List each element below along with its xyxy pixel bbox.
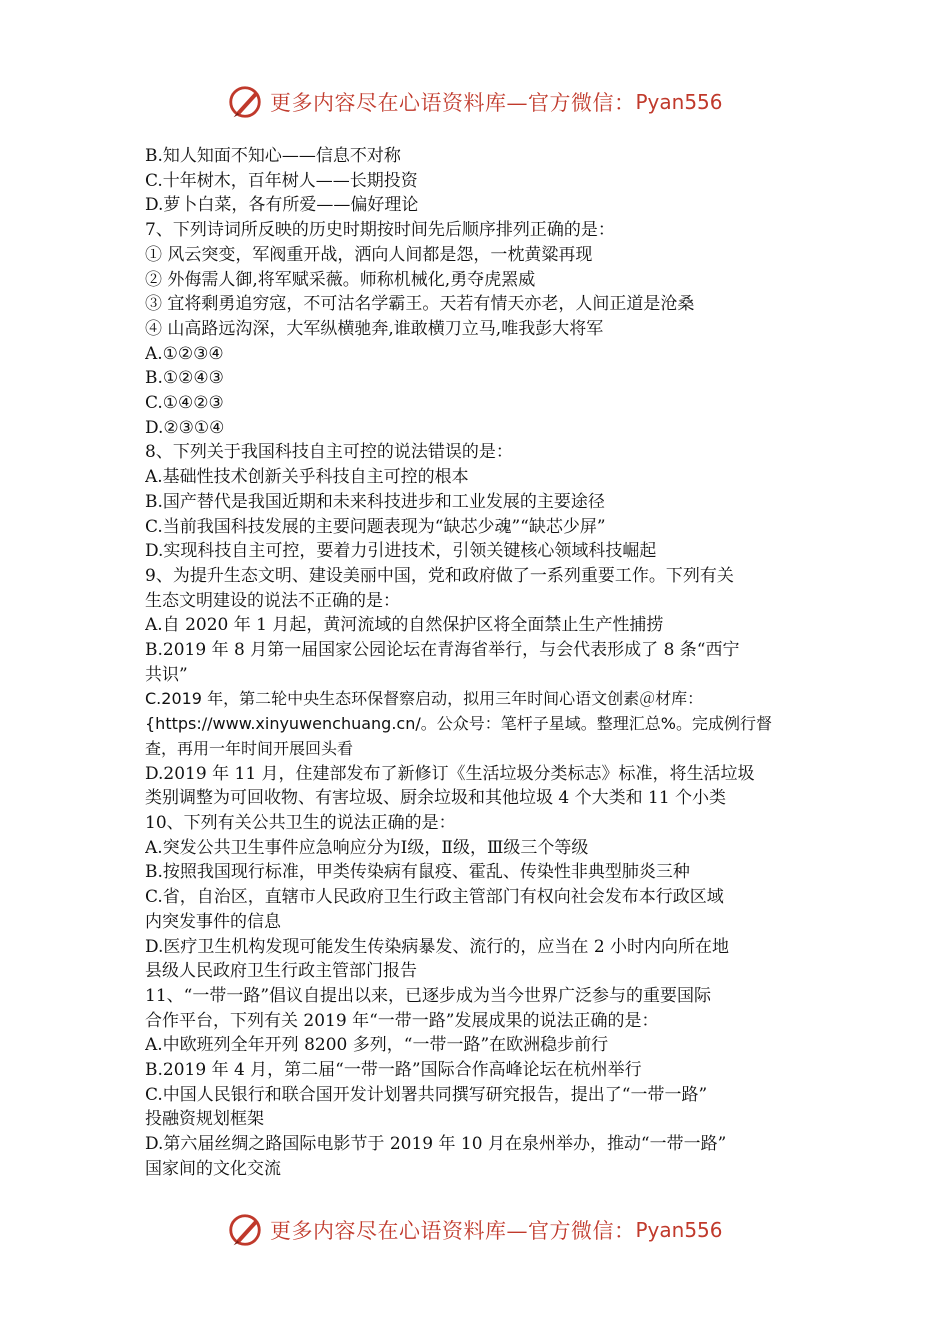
- text-line: B.①②④③: [145, 368, 224, 389]
- text-line: A.①②③④: [145, 343, 224, 364]
- text-line: D.2019 年 11 月，住建部发布了新修订《生活垃圾分类标志》标准，将生活垃圾: [145, 763, 755, 784]
- text-line: B.知人知面不知心——信息不对称: [145, 146, 401, 166]
- text-line: {https://www.xinyuwenchuang.cn/。公众号：笔杆子星域。整理汇总%。完成例行督: [145, 714, 772, 734]
- text-line: B.按照我国现行标准，甲类传染病有鼠疫、霍乱、传染性非典型肺炎三种: [145, 862, 690, 883]
- text-line: 内突发事件的信息: [145, 911, 281, 932]
- text-line: D.医疗卫生机构发现可能发生传染病暴发、流行的，应当在 2 小时内向所在地: [145, 936, 730, 957]
- watermark-wechat-id: Pyan556: [635, 90, 723, 114]
- text-line: A.突发公共卫生事件应急响应分为Ⅰ级，Ⅱ级，Ⅲ级三个等级: [145, 837, 589, 858]
- text-line: B.2019 年 8 月第一届国家公园论坛在青海省举行，与会代表形成了 8 条“西宁: [145, 640, 740, 661]
- text-line: B.2019 年 4 月，第二届“一带一路”国际合作高峰论坛在杭州举行: [145, 1060, 642, 1081]
- question-9: 9、为提升生态文明、建设美丽中国，党和政府做了一系列重要工作。下列有关: [145, 565, 734, 586]
- watermark-text: 更多内容尽在心语资料库—官方微信：: [270, 1219, 636, 1243]
- text-line: C.十年树木，百年树人——长期投资: [145, 170, 418, 191]
- text-line: ① 风云突变，军阀重开战，洒向人间都是怨，一枕黄粱再现: [145, 244, 593, 265]
- text-line: D.实现科技自主可控，要着力引进技术，引领关键核心领域科技崛起: [145, 541, 657, 562]
- question-7: 7、下列诗词所反映的历史时期按时间先后顺序排列正确的是：: [145, 220, 615, 241]
- text-line: C.①④②③: [145, 393, 224, 414]
- watermark-footer: [226, 1208, 723, 1252]
- question-11: 11、“一带一路”倡议自提出以来，已逐步成为当今世界广泛参与的重要国际: [145, 985, 712, 1006]
- text-line: 查，再用一年时间开展回头看: [145, 738, 354, 758]
- text-line: A.中欧班列全年开列 8200 多列，“一带一路”在欧洲稳步前行: [145, 1035, 609, 1056]
- question-8: 8、下列关于我国科技自主可控的说法错误的是：: [145, 442, 513, 463]
- text-line: 国家间的文化交流: [145, 1158, 281, 1179]
- text-line: ② 外侮需人御,将军赋采薇。师称机械化,勇夺虎罴威: [145, 269, 536, 290]
- watermark-header: [226, 80, 723, 124]
- question-10: 10、下列有关公共卫生的说法正确的是：: [145, 812, 456, 833]
- text-line: C.省，自治区，直辖市人民政府卫生行政主管部门有权向社会发布本行政区域: [145, 887, 724, 908]
- text-line: A.自 2020 年 1 月起，黄河流域的自然保护区将全面禁止生产性捕捞: [145, 615, 664, 636]
- text-line: 共识”: [145, 664, 188, 685]
- watermark-text: 更多内容尽在心语资料库—官方微信：: [270, 91, 636, 115]
- text-line: 合作平台，下列有关 2019 年“一带一路”发展成果的说法正确的是：: [145, 1010, 659, 1031]
- text-line: D.萝卜白菜，各有所爱——偏好理论: [145, 195, 419, 216]
- text-line: C.中国人民银行和联合国开发计划署共同撰写研究报告，提出了“一带一路”: [145, 1084, 708, 1105]
- text-line: 县级人民政府卫生行政主管部门报告: [145, 961, 417, 982]
- watermark-wechat-id: Pyan556: [635, 1218, 723, 1242]
- text-line: C.当前我国科技发展的主要问题表现为“缺芯少魂”“缺芯少屏”: [145, 516, 606, 537]
- pen-brush-logo-icon: [226, 1211, 264, 1249]
- text-line: D.②③①④: [145, 417, 225, 438]
- text-line: D.第六届丝绸之路国际电影节于 2019 年 10 月在泉州举办，推动“一带一路”: [145, 1134, 727, 1155]
- text-line: ④ 山高路远沟深，大军纵横驰奔,谁敢横刀立马,唯我彭大将军: [145, 318, 604, 339]
- text-line: A.基础性技术创新关乎科技自主可控的根本: [145, 467, 469, 488]
- text-line: ③ 宜将剩勇追穷寇，不可沽名学霸王。天若有情天亦老，人间正道是沧桑: [145, 294, 695, 315]
- text-line: B.国产替代是我国近期和未来科技进步和工业发展的主要途径: [145, 491, 605, 512]
- pen-brush-logo-icon: [226, 83, 264, 121]
- text-line: 类别调整为可回收物、有害垃圾、厨余垃圾和其他垃圾 4 个大类和 11 个小类: [145, 788, 727, 809]
- text-line: C.2019 年，第二轮中央生态环保督察启动，拟用三年时间心语文创素＠材库：: [145, 689, 704, 709]
- text-line: 投融资规划框架: [145, 1109, 264, 1130]
- text-line: 生态文明建设的说法不正确的是：: [145, 590, 400, 611]
- document-body: [145, 144, 810, 1182]
